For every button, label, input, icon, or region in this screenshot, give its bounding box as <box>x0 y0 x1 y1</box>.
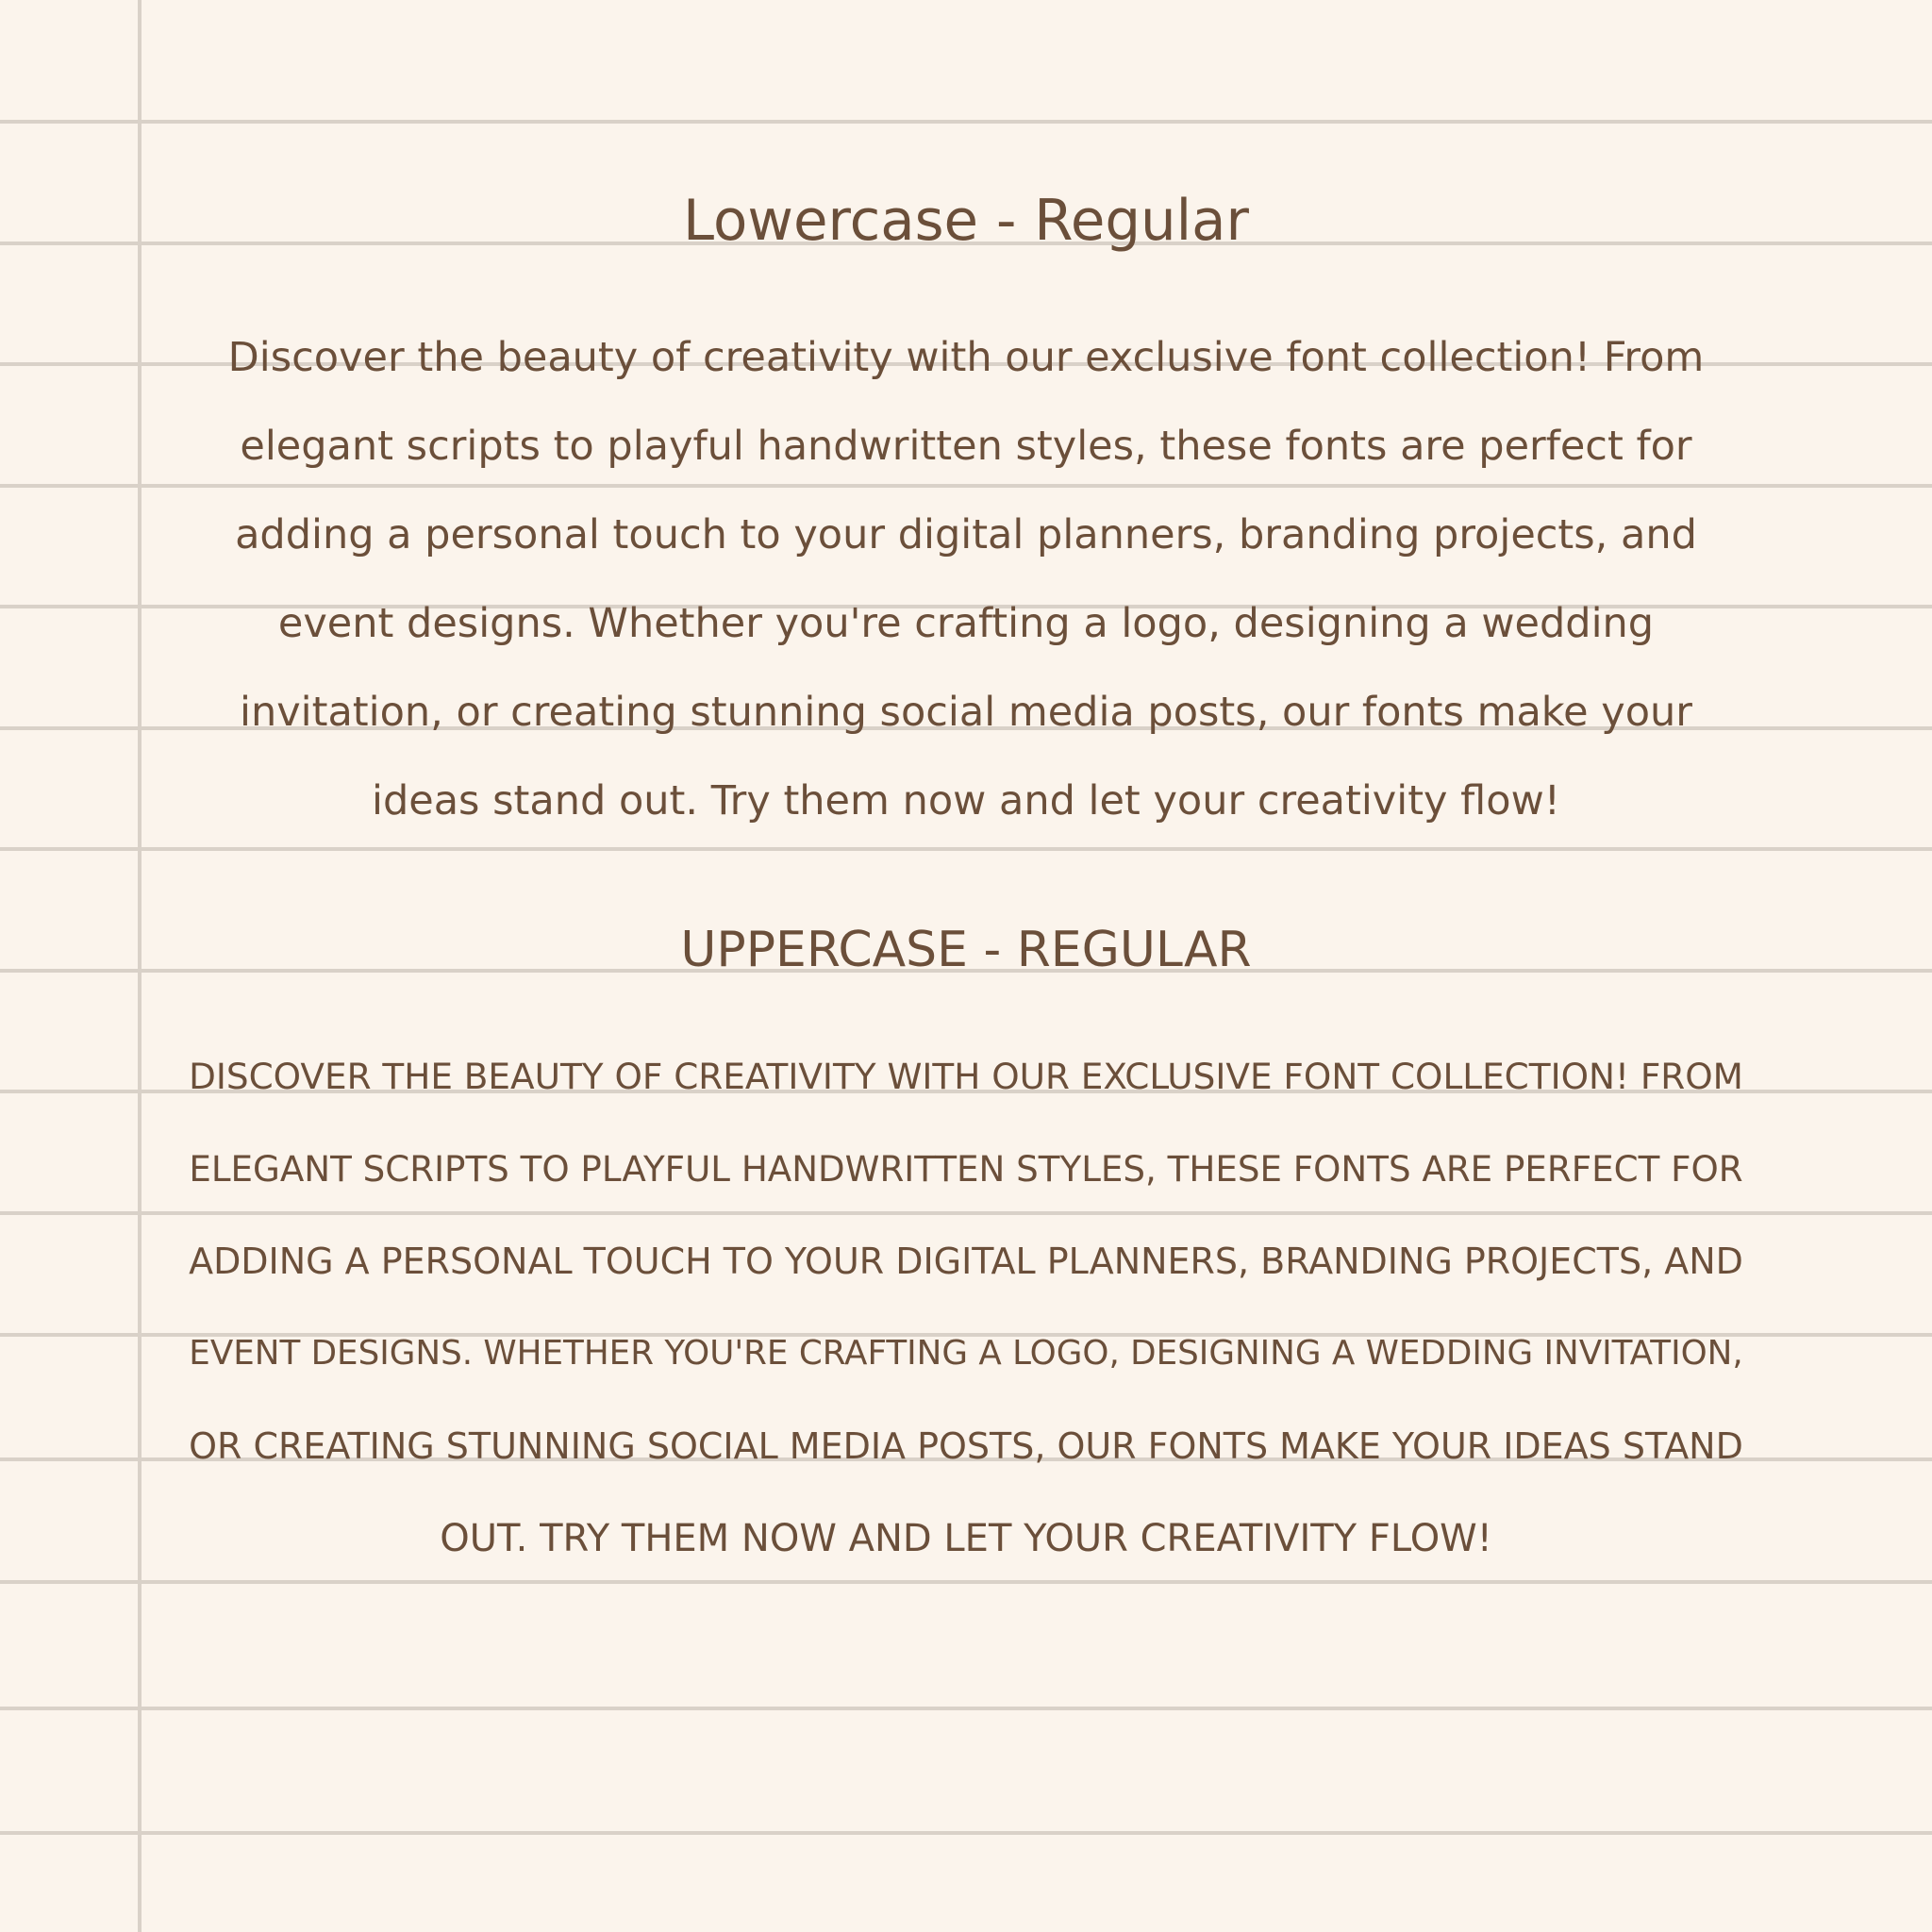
lowercase-sample-paragraph <box>189 313 1743 845</box>
uppercase-line: OUT. TRY THEM NOW AND LET YOUR CREATIVITY FLOW! <box>440 1517 1492 1560</box>
lowercase-line: Discover the beauty of creativity with our exclusive font collection! From <box>227 334 1705 381</box>
uppercase-line: ADDING A PERSONAL TOUCH TO YOUR DIGITAL PLANNERS, BRANDING PROJECTS, AND <box>189 1241 1743 1282</box>
lowercase-line: elegant scripts to playful handwritten styles, these fonts are perfect for <box>240 423 1692 470</box>
ruled-line <box>0 120 1932 124</box>
lowercase-line: ideas stand out. Try them now and let your creativity flow! <box>372 777 1560 824</box>
uppercase-sample-paragraph <box>189 1030 1743 1585</box>
uppercase-line: ELEGANT SCRIPTS TO PLAYFUL HANDWRITTEN STYLES, THESE FONTS ARE PERFECT FOR <box>189 1148 1743 1190</box>
lowercase-line: adding a personal touch to your digital planners, branding projects, and <box>235 511 1697 558</box>
uppercase-line: OR CREATING STUNNING SOCIAL MEDIA POSTS, OUR FONTS MAKE YOUR IDEAS STAND <box>189 1425 1743 1467</box>
lowercase-line: invitation, or creating stunning social media posts, our fonts make your <box>240 689 1692 736</box>
uppercase-line: DISCOVER THE BEAUTY OF CREATIVITY WITH OUR EXCLUSIVE FONT COLLECTION! FROM <box>189 1056 1743 1097</box>
lowercase-heading: Lowercase - Regular <box>683 189 1249 254</box>
lowercase-line: event designs. Whether you're crafting a logo, designing a wedding <box>277 600 1655 647</box>
ruled-line <box>0 847 1932 851</box>
ruled-line <box>0 1831 1932 1835</box>
uppercase-heading: UPPERCASE - REGULAR <box>680 922 1252 978</box>
uppercase-line: EVENT DESIGNS. WHETHER YOU'RE CRAFTING A LOGO, DESIGNING A WEDDING INVITATION, <box>189 1334 1743 1373</box>
ruled-line <box>0 1707 1932 1710</box>
